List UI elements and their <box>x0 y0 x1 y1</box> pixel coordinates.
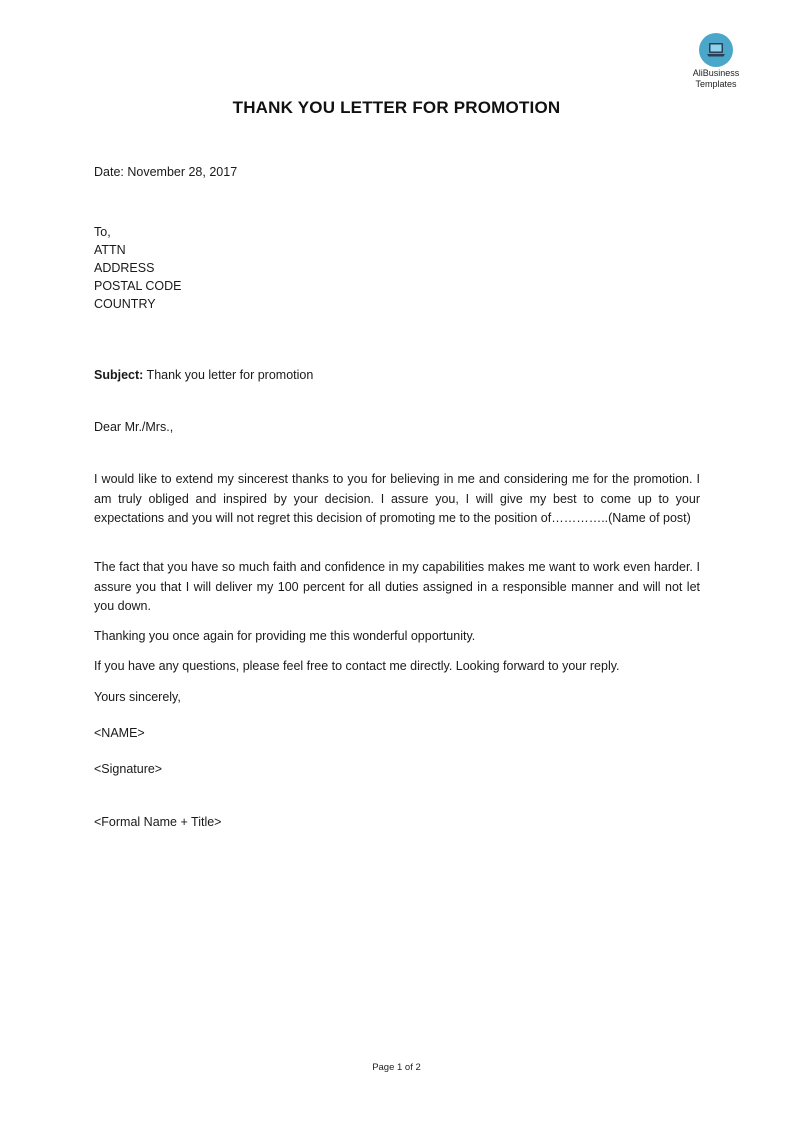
subject-text: Thank you letter for promotion <box>143 368 314 382</box>
name-placeholder: <NAME> <box>94 726 145 740</box>
formal-name-placeholder: <Formal Name + Title> <box>94 815 222 829</box>
closing: Yours sincerely, <box>94 690 181 704</box>
subject-label: Subject: <box>94 368 144 382</box>
document-title: THANK YOU LETTER FOR PROMOTION <box>232 98 561 117</box>
body-paragraph-4: If you have any questions, please feel free to contact me directly. Looking forward to your reply. <box>94 659 620 673</box>
address-attn: ATTN <box>94 243 126 257</box>
salutation: Dear Mr./Mrs., <box>94 420 174 434</box>
address-postal-code: POSTAL CODE <box>94 279 182 293</box>
page-number: Page 1 of 2 <box>372 1062 421 1073</box>
address-to: To, <box>94 225 111 239</box>
letter-date: Date: November 28, 2017 <box>94 165 238 179</box>
signature-placeholder: <Signature> <box>94 762 163 776</box>
address-line: ADDRESS <box>94 261 155 275</box>
brand-logo <box>686 33 746 89</box>
body-paragraph-3: Thanking you once again for providing me this wonderful opportunity. <box>94 629 476 643</box>
address-country: COUNTRY <box>94 297 156 311</box>
logo-text-line1: AliBusiness <box>692 68 740 78</box>
subject-line <box>94 366 313 384</box>
body-paragraph-1: I would like to extend my sincerest thanks to you for believing in me and considering me for the promotion. I am truly obliged and inspired by your decision. I assure you, I will give my best to come up to your expectations and you will not regret this decision of promoting me to the position of…………..(Name of post) <box>94 472 700 525</box>
laptop-icon <box>699 33 733 67</box>
logo-text-line2: Templates <box>695 79 737 89</box>
body-paragraph-2: The fact that you have so much faith and confidence in my capabilities makes me want to work even harder. I assure you that I will deliver my 100 percent for all duties assigned in a responsible manner and will not let you down. <box>94 560 700 613</box>
